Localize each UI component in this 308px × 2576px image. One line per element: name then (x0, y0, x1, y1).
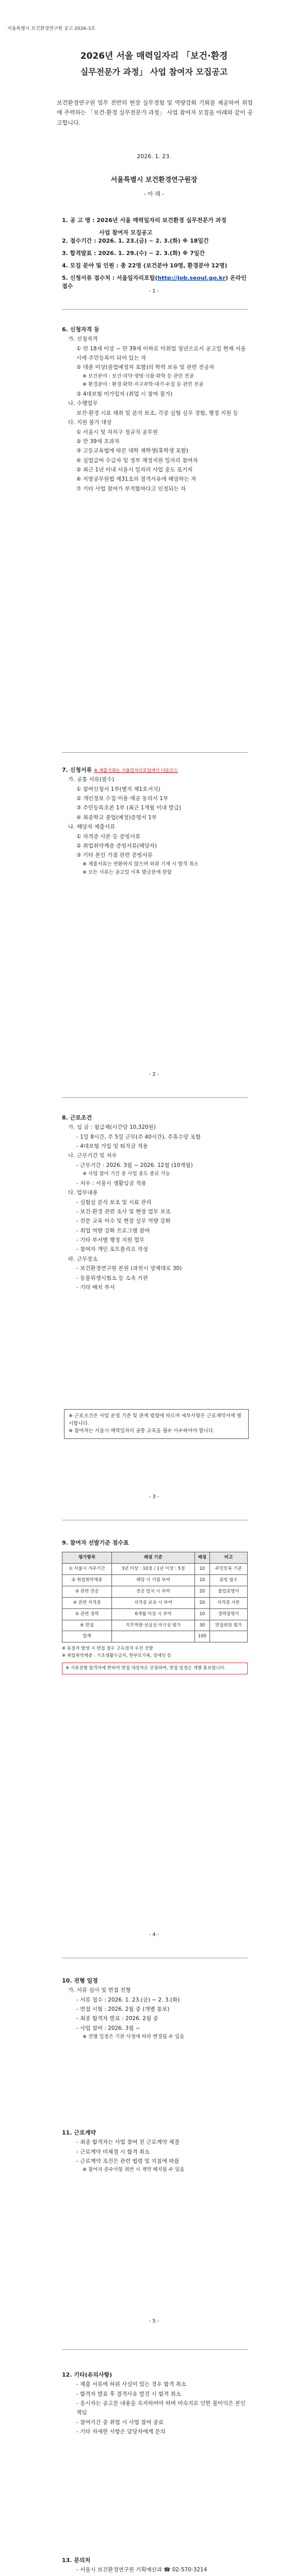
sub-heading: 나. 수행업무 (68, 400, 98, 407)
section-heading: 6. 신청자격 등 (62, 326, 100, 333)
list-item: ② 만 39세 초과자 (76, 438, 120, 445)
section-schedule (62, 1976, 248, 2042)
list-item: - 면접 시험 : 2026. 2월 중 (개별 통보) (76, 2006, 170, 2012)
list-item: - 전문 교육 이수 및 현장 실무 역량 강화 (76, 1218, 171, 1225)
table-row (62, 1586, 248, 1597)
notice-text: ※ 근로조건은 사업 운영 기준 및 관계 법령에 따르며 세부사항은 근로계약서에 명시합니다. (69, 1413, 241, 1427)
note: ※ 제출서류는 반환하지 않으며 허위 기재 시 합격 취소 (83, 861, 199, 867)
table-total-row (62, 1631, 248, 1642)
list-item: - 기타 자세한 사항은 담당자에게 문의 (76, 2429, 166, 2435)
table-cell: 졸업증명서 (209, 1586, 247, 1597)
criteria-table (62, 1552, 248, 1642)
list-item: ② 개인정보 수집·이용·제공 동의서 1부 (76, 795, 169, 802)
section-heading-text: 7. 신청서류 (62, 767, 92, 773)
table-cell: 100 (194, 1631, 209, 1642)
page-divider (62, 752, 248, 753)
table-cell: 10 (194, 1575, 209, 1586)
page-divider (62, 309, 248, 310)
section-selection-criteria (62, 1538, 248, 1674)
section-working-conditions (62, 1113, 248, 1292)
notice-text: ※ 참여자는 서울시 매력일자리 공통 교육을 필수 이수하여야 합니다. (69, 1428, 215, 1434)
page-number-4: - 4 - (149, 1932, 159, 1938)
column-header: 배점 (194, 1552, 209, 1564)
column-header: 비고 (209, 1552, 247, 1564)
sub-heading: 가. 임 금 : 월급제(시간당 10,320원) (68, 1124, 156, 1131)
table-cell: 경력증명서 (209, 1608, 247, 1620)
section-heading: 10. 전형 일정 (62, 1977, 98, 1984)
table-cell: ① 서울시 거주기간 (62, 1564, 112, 1575)
section-heading: 11. 근로계약 (62, 2129, 96, 2136)
column-header: 평가항목 (62, 1552, 112, 1564)
info-title: 1. 공 고 명 : 2026년 서울 매력일자리 보건환경 실무전문가 과정 (62, 217, 226, 224)
table-cell: 합계 (62, 1631, 112, 1642)
info-announcement: 3. 합격발표 : 2026. 1. 29.(수) ~ 2. 3.(화) ※ 7일간 (62, 249, 205, 257)
note: ※ 전형 일정은 기관 사정에 따라 변경될 수 있음 (83, 2034, 185, 2040)
list-item: ① 자격증 사본 등 증빙서류 (76, 833, 141, 840)
table-cell: ⑥ 면접 (62, 1620, 112, 1631)
announcement-date: 2026. 1. 23. (137, 153, 171, 160)
table-cell (209, 1631, 247, 1642)
list-item: ④ 최종학교 졸업(예정)증명서 1부 (76, 814, 157, 821)
sub-heading: 가. 서류 심사 및 면접 전형 (68, 1987, 131, 1994)
table-cell: 증빙 필수 (209, 1575, 247, 1586)
table-cell: ② 취업취약계층 (62, 1575, 112, 1586)
column-header: 배점 기준 (112, 1552, 195, 1564)
section-heading (62, 765, 248, 775)
table-cell: 자격증 사본 (209, 1597, 247, 1608)
section-contract (62, 2128, 248, 2175)
info-recruitment: 4. 모집 분야 및 인원 : 총 22명 (보건분야 10명, 환경분야 12명) (62, 262, 228, 269)
list-item: ⑤ 최근 1년 이내 서울시 일자리 사업 중도 포기자 (76, 467, 193, 473)
table-row (62, 1597, 248, 1608)
job-portal-link[interactable]: http://job.seoul.go.kr (157, 274, 226, 281)
info-title-continued: 사업 참여자 모집공고 (99, 229, 153, 236)
table-cell: ③ 관련 전공 (62, 1586, 112, 1597)
list-item: ① 참여신청서 1부(별지 제1호서식) (76, 786, 160, 792)
list-item: - 근로계약 조건은 관련 법령 및 지침에 따름 (76, 2158, 180, 2164)
list-item: - 기타 부서별 행정 지원 업무 (76, 1237, 145, 1243)
info-submission-label: 5. 신청서류 접수처 : 서울일자리포털( (62, 274, 158, 281)
list-item: ③ 4대보험 미가입자 (취업 시 참여 불가) (76, 391, 173, 397)
list-item: - 최종 합격자 발표 : 2026. 2월 중 (76, 2015, 158, 2022)
table-cell: 6개월 이상 시 부여 (112, 1608, 195, 1620)
note: ※ 환경분야 : 환경·화학·지구과학·대기·수질 등 관련 전공 (83, 382, 204, 388)
note: ※ 사업 참여 기간 중 사업 중도 종료 가능 (83, 1171, 170, 1177)
list-item: - 응시자는 공고문 내용을 숙지하여야 하며 미숙지로 인한 불이익은 본인 책임 (76, 2400, 246, 2416)
note: ※ 모든 서류는 공고일 이후 발급분에 한함 (83, 870, 172, 876)
sub-heading: 라. 근무장소 (68, 1256, 98, 1262)
list-item: - 합격자 발표 후 결격사유 발견 시 합격 취소 (76, 2391, 181, 2397)
title-block (0, 48, 308, 77)
page-divider (62, 1097, 248, 1098)
table-row (62, 1608, 248, 1620)
section-documents (62, 765, 248, 877)
sub-heading: 나. 해당자 제출서류 (68, 824, 116, 831)
title-line-2: 실무전문가 과정」 사업 참여자 모집공고 (80, 67, 228, 77)
section-heading: 8. 근로조건 (62, 1114, 92, 1121)
page-divider (62, 2349, 248, 2350)
title-line-1: 2026년 서울 매력일자리 「보건·환경 (80, 51, 228, 61)
section-notes (62, 2370, 248, 2437)
note: ※ 참여자 준수사항 위반 시 계약 해지될 수 있음 (83, 2167, 185, 2173)
list-item: - 최종 합격자는 사업 참여 전 근로계약 체결 (76, 2139, 180, 2146)
table-note: ※ 동점자 발생 시 면접 점수 고득점자 우선 선발 (62, 1646, 153, 1652)
info-submission-tail: ) 온라인 접수 (62, 274, 247, 290)
table-cell: 20 (194, 1586, 209, 1597)
list-item: - 보건·환경 관련 조사 및 현장 업무 보조 (76, 1208, 171, 1215)
table-cell: 자격증 보유 시 부여 (112, 1597, 195, 1608)
table-cell: 10 (194, 1564, 209, 1575)
table-cell: 30 (194, 1620, 209, 1631)
list-item: ③ 기타 본인 가점 관련 증빙서류 (76, 852, 153, 859)
list-item: - 참여자 개인 포트폴리오 작성 (76, 1246, 148, 1253)
info-application-period: 2. 접수기간 : 2026. 1. 23.(금) ~ 2. 3.(화) ※ 18일간 (62, 237, 209, 244)
info-submission (62, 274, 248, 291)
list-item: ① 서울시 및 자치구 정규직 공무원 (76, 429, 158, 435)
sub-heading: 다. 지원 불가 대상 (68, 419, 112, 426)
list-item: ① 만 18세 이상 ~ 만 39세 이하로 미취업 청년으로서 공고일 현재 서울시에 주민등록이 되어 있는 자 (76, 345, 246, 361)
table-header-row (62, 1552, 248, 1564)
table-cell: 면접위원 평가 (209, 1620, 247, 1631)
section-contact (62, 2555, 248, 2576)
list-item: - 4대보험 가입 및 퇴직금 적용 (76, 1143, 148, 1149)
table-cell: 해당 시 가점 부여 (112, 1575, 195, 1586)
list-item: - 보건환경연구원 본원 (과천시 양재대로 30) (76, 1265, 182, 1272)
list-item: - 취업 역량 강화 프로그램 참여 (76, 1227, 150, 1234)
table-cell: 3년 이상 : 10점 / 1년 이상 : 5점 (112, 1564, 195, 1575)
summary-info (62, 216, 248, 295)
list-item: ② 취업취약계층 증빙서류(해당자) (76, 842, 157, 849)
section-eligibility (62, 325, 248, 494)
list-item: - 처우 : 서울시 생활임금 적용 (76, 1180, 147, 1187)
list-item: ② 대졸 이상(졸업예정자 포함)의 학력 보유 및 관련 전공자 (76, 364, 215, 371)
below-heading: - 아 래 - (143, 191, 165, 197)
announcement-number: 서울특별시 보건환경연구원 공고 2026-3호 (7, 26, 95, 31)
intro-paragraph: 보건환경연구원 업무 전반의 현장 실무경험 및 역량강화 기회를 제공하여 취업에 주력하는 「보건·환경 실무전문가 과정」 사업 참여자 모집을 아래와 같이 공고합니다. (57, 99, 253, 126)
issuing-organization: 서울특별시 보건환경연구원장 (110, 176, 198, 184)
page-number-3: - 3 - (149, 1494, 159, 1500)
contact-item: - 서울시 보건환경연구원 기획예산과 ☎ 02-570-3214 (76, 2567, 207, 2573)
list-item: - 사업 참여 : 2026. 3월 ~ (76, 2025, 140, 2031)
table-cell: 직무역량·성실성·적극성 평가 (112, 1620, 195, 1631)
page-number-2: - 2 - (149, 1072, 159, 1077)
table-cell: 20 (194, 1597, 209, 1608)
page-number-1: - 1 - (149, 289, 159, 294)
table-cell: 10 (194, 1608, 209, 1620)
important-notice: ※ 서류전형 합격자에 한하여 면접 대상자로 선정하며, 면접 일정은 개별 통보합니다. (62, 1663, 248, 1674)
list-item: ④ 실업급여 수급자 및 정부 재정지원 일자리 참여자 (76, 457, 198, 464)
list-item: - 기타 배치 부서 (76, 1284, 115, 1291)
table-cell: 전공 일치 시 부여 (112, 1586, 195, 1597)
table-row (62, 1620, 248, 1631)
notice-box (64, 1409, 249, 1439)
list-item: - 근로계약 미체결 시 합격 취소 (76, 2148, 150, 2155)
table-row (62, 1575, 248, 1586)
sub-heading: 나. 근무기간 및 처우 (68, 1153, 117, 1159)
sub-heading: 가. 신청자격 (68, 336, 98, 343)
note: ※ 보건분야 : 보건·의약·생명·식품·화학 등 관련 전공 (83, 373, 194, 379)
list-item: - 실험실 분석 보조 및 시료 관리 (76, 1199, 152, 1206)
list-item: - 서류 접수 : 2026. 1. 23.(금) ~ 2. 3.(화) (76, 1996, 180, 2003)
sub-heading: 가. 공통 서류(필수) (68, 776, 115, 783)
list-item: - 제출 서류에 허위 사실이 있는 경우 합격 취소 (76, 2381, 187, 2388)
table-note: ※ 취업취약계층 : 기초생활수급자, 한부모가족, 장애인 등 (62, 1653, 172, 1658)
page-number-5: - 5 - (149, 2318, 159, 2324)
list-item: - 1일 8시간, 주 5일 근무(주 40시간), 주휴수당 포함 (76, 1133, 201, 1140)
sub-heading: 다. 업무내용 (68, 1190, 98, 1196)
list-item: - 동물위생시험소 등 소속 기관 (76, 1275, 148, 1281)
list-item: ③ 주민등록초본 1부 (최근 1개월 이내 발급) (76, 805, 182, 811)
table-cell (112, 1631, 195, 1642)
section-heading: 9. 참여자 선발기준 점수표 (62, 1539, 129, 1546)
section-heading: 12. 기타(유의사항) (62, 2371, 112, 2378)
section-heading-note: ※ 제출서류는 서울일자리포털에서 다운로드 (94, 768, 179, 773)
table-cell: ④ 관련 자격증 (62, 1597, 112, 1608)
list-item: ⑥ 지방공무원법 제31조의 결격사유에 해당하는 자 (76, 476, 197, 483)
list-item: 보건·환경 시료 채취 및 분석 보조, 각종 실험 실무 경험, 행정 지원 등 (76, 410, 238, 416)
table-cell: ⑤ 관련 경력 (62, 1608, 112, 1620)
list-item: ③ 고등교육법에 따른 대학 재학생(휴학생 포함) (76, 448, 188, 454)
list-item: - 근무기간 : 2026. 3월 ~ 2026. 12월 (10개월) (76, 1162, 193, 1168)
table-row (62, 1564, 248, 1575)
section-heading: 13. 문의처 (62, 2557, 91, 2564)
table-cell: 주민등록 기준 (209, 1564, 247, 1575)
list-item: - 참여기간 중 취업 시 사업 참여 종료 (76, 2419, 164, 2426)
list-item: ⑦ 기타 사업 참여가 부적합하다고 인정되는 자 (76, 485, 186, 492)
